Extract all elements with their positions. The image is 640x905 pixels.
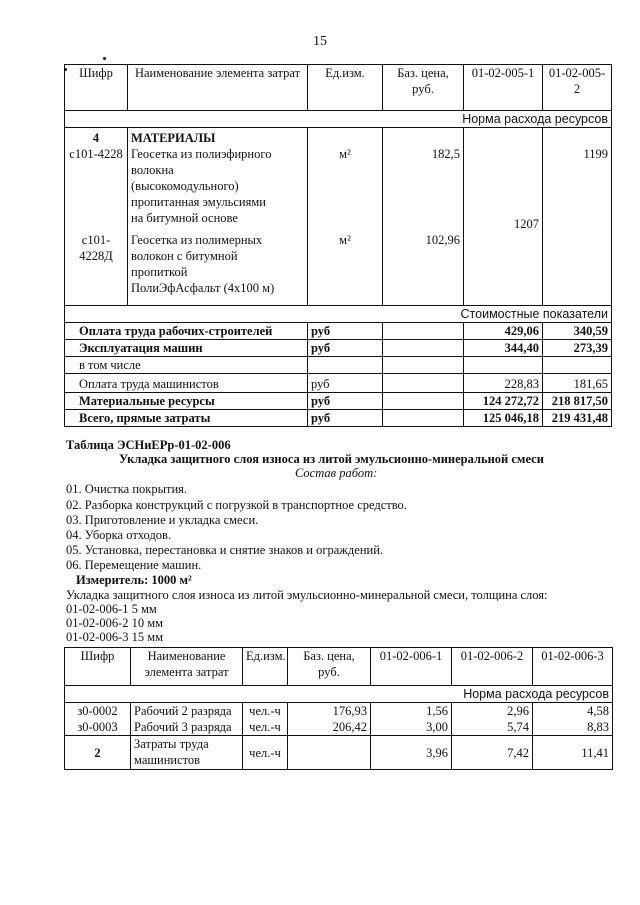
header-base-price: Баз. цена, руб. <box>383 65 464 111</box>
header-col2: 01-02-005-2 <box>543 65 612 111</box>
materials-block <box>65 128 612 306</box>
header-unit: Ед.изм. <box>243 648 288 686</box>
band-norm: Норма расхода ресурсов <box>65 686 613 703</box>
material-code: 4228Д <box>79 249 113 263</box>
total-row: 2 Затраты труда машинистов чел.-ч 3,96 7,42 11,41 <box>65 736 613 770</box>
resource-table-005 <box>64 64 612 427</box>
header-col3: 01-02-006-3 <box>533 648 613 686</box>
cost-row: Оплата труда рабочих-строителей руб 429,06 340,59 <box>65 323 612 340</box>
cost-row-total: Всего, прямые затраты руб 125 046,18 219 431,48 <box>65 410 612 427</box>
work-item: 04. Уборка отходов. <box>66 528 172 542</box>
cost-row: Эксплуатация машин руб 344,40 273,39 <box>65 340 612 357</box>
cost-row: Материальные ресурсы руб 124 272,72 218 817,50 <box>65 393 612 410</box>
variant: 01-02-006-2 10 мм <box>66 616 164 630</box>
variant: 01-02-006-3 15 мм <box>66 630 164 644</box>
header-col1: 01-02-005-1 <box>464 65 543 111</box>
section-title: МАТЕРИАЛЫ <box>131 131 216 145</box>
cost-row: в том числе <box>65 357 612 374</box>
page-number: 15 <box>313 34 327 49</box>
material-unit: м² <box>339 233 351 247</box>
header-col2: 01-02-006-2 <box>452 648 533 686</box>
resource-table-006 <box>64 647 613 770</box>
band-cost: Стоимостные показатели <box>65 306 612 323</box>
material-code: с101- <box>81 233 111 247</box>
work-item: 06. Перемещение машин. <box>66 558 202 572</box>
band-norm: Норма расхода ресурсов <box>65 111 612 128</box>
material-name: Геосетка из полиэфирного волокна (высокомодульного) пропитанная эмульсиями на битумной основе <box>131 147 272 225</box>
material-price: 182,5 <box>431 147 460 161</box>
table-row: з0-0003 Рабочий 3 разряда чел.-ч 206,42 3,00 5,74 8,83 <box>65 719 613 736</box>
header-code: Шифр <box>65 65 128 111</box>
variant: 01-02-006-1 5 мм <box>66 602 157 616</box>
work-item: 01. Очистка покрытия. <box>66 482 188 496</box>
description: Укладка защитного слоя износа из литой эмульсионно-минеральной смеси, толщина слоя: <box>66 588 548 602</box>
cost-row: Оплата труда машинистов руб 228,83 181,65 <box>65 374 612 393</box>
work-item: 05. Установка, перестановка и снятие знаков и ограждений. <box>66 543 384 557</box>
material-norm-1: 1207 <box>514 217 539 231</box>
work-item: 02. Разборка конструкций с погрузкой в транспортное средство. <box>66 498 407 512</box>
material-price: 102,96 <box>425 233 460 247</box>
header-name: Наименование элемента затрат <box>128 65 308 111</box>
works-title: Состав работ: <box>295 466 378 480</box>
work-item: 03. Приготовление и укладка смеси. <box>66 513 259 527</box>
scan-speck <box>103 57 106 60</box>
meter: Измеритель: 1000 м² <box>76 573 192 587</box>
header-col1: 01-02-006-1 <box>371 648 452 686</box>
section-code: 4 <box>92 131 100 145</box>
header-code: Шифр <box>65 648 131 686</box>
material-code: с101-4228 <box>69 147 123 161</box>
material-unit: м² <box>339 147 351 161</box>
header-base-price: Баз. цена, руб. <box>288 648 371 686</box>
material-name: Геосетка из полимерных волокон с битумной пропиткой ПолиЭфАсфальт (4х100 м) <box>131 233 275 295</box>
material-norm-2: 1199 <box>583 147 608 161</box>
header-name: Наименование элемента затрат <box>131 648 243 686</box>
table-subtitle: Укладка защитного слоя износа из литой эмульсионно-минеральной смеси <box>119 452 544 466</box>
header-unit: Ед.изм. <box>308 65 383 111</box>
table-title: Таблица ЭСНиЕРр-01-02-006 <box>66 438 231 452</box>
table-row: з0-0002 Рабочий 2 разряда чел.-ч 176,93 1,56 2,96 4,58 <box>65 703 613 720</box>
